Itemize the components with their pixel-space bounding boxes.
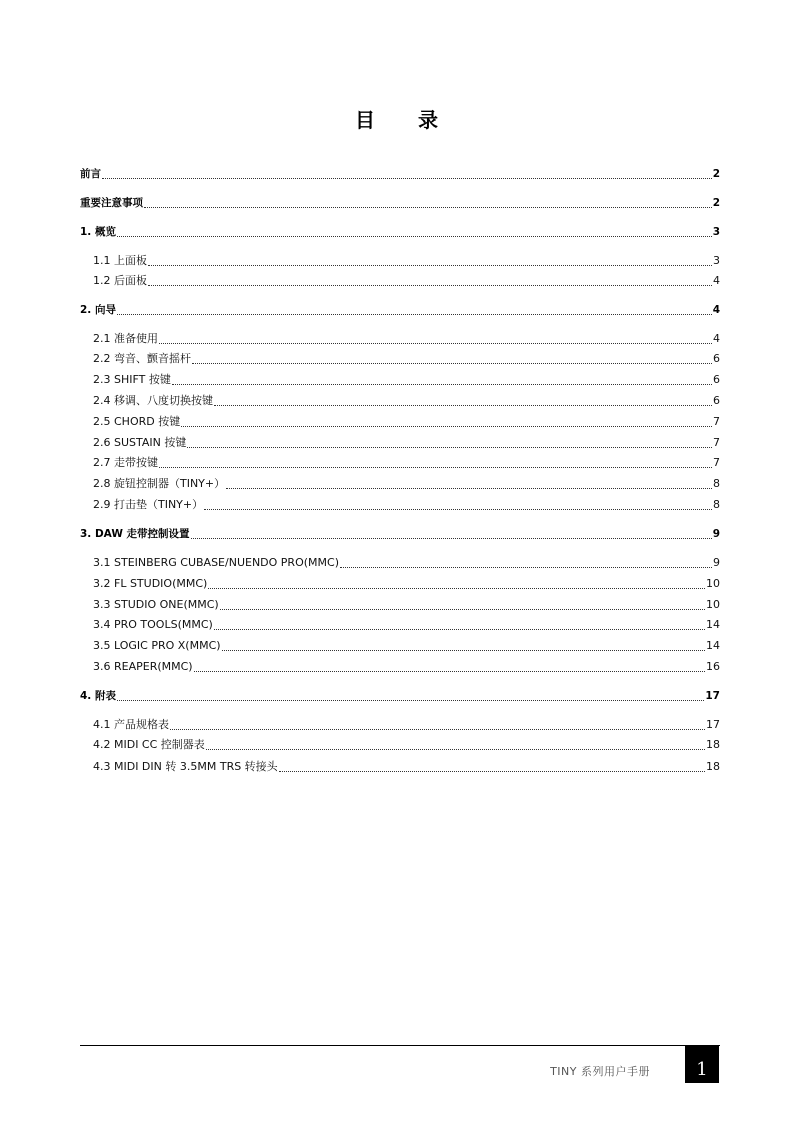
- toc-dot-leader: [226, 488, 712, 489]
- toc-entry[interactable]: [80, 167, 720, 181]
- toc-entry[interactable]: [80, 718, 720, 732]
- toc-entry[interactable]: [80, 527, 720, 541]
- toc-dot-leader: [204, 509, 712, 510]
- toc-dot-leader: [194, 671, 705, 672]
- toc-entry[interactable]: [80, 498, 720, 512]
- toc-dot-leader: [187, 447, 712, 448]
- toc-entry-title: 2.8 旋钮控制器（TINY+）: [93, 477, 226, 490]
- toc-dot-leader: [159, 343, 712, 344]
- toc-entry-page: 14: [706, 618, 720, 631]
- toc-entry-title: 2.3 SHIFT 按键: [93, 373, 171, 386]
- toc-entry-title: 2.6 SUSTAIN 按键: [93, 436, 187, 449]
- toc-dot-leader: [172, 384, 712, 385]
- toc-entry[interactable]: [80, 618, 720, 632]
- toc-dot-leader: [191, 538, 712, 539]
- toc-entry[interactable]: [80, 577, 720, 591]
- toc-dot-leader: [206, 749, 705, 750]
- toc-entry-page: 16: [706, 660, 720, 673]
- toc-dot-leader: [340, 567, 712, 568]
- toc-entry-page: 6: [713, 394, 720, 407]
- toc-entry-title: 2.2 弯音、颤音摇杆: [93, 352, 191, 365]
- toc-entry-title: 4. 附表: [80, 690, 116, 702]
- toc-entry-title: 3.3 STUDIO ONE(MMC): [93, 598, 219, 611]
- toc-entry[interactable]: [80, 196, 720, 210]
- toc-entry-page: 8: [713, 498, 720, 511]
- toc-entry[interactable]: [80, 598, 720, 612]
- toc-entry[interactable]: [80, 415, 720, 429]
- toc-entry-page: 7: [713, 415, 720, 428]
- toc-entry-page: 6: [713, 352, 720, 365]
- toc-entry-page: 2: [712, 197, 720, 209]
- toc-entry-title: 1.1 上面板: [93, 254, 147, 267]
- footer-title: TINY 系列用户手册: [550, 1065, 650, 1078]
- toc-entry[interactable]: [80, 760, 720, 774]
- toc-entry-title: 重要注意事项: [80, 197, 143, 209]
- toc-entry[interactable]: [80, 456, 720, 470]
- toc-entry[interactable]: [80, 303, 720, 317]
- toc-entry[interactable]: [80, 352, 720, 366]
- toc-entry-page: 9: [713, 556, 720, 569]
- toc-dot-leader: [170, 729, 705, 730]
- toc-dot-leader: [148, 285, 712, 286]
- toc-entry-title: 2.5 CHORD 按键: [93, 415, 181, 428]
- toc-dot-leader: [214, 405, 712, 406]
- toc-entry-page: 14: [706, 639, 720, 652]
- toc-dot-leader: [220, 609, 705, 610]
- toc-dot-leader: [148, 265, 712, 266]
- toc-entry-title: 2.4 移调、八度切换按键: [93, 394, 213, 407]
- toc-dot-leader: [117, 700, 704, 701]
- toc-entry-title: 3.1 STEINBERG CUBASE/NUENDO PRO(MMC): [93, 556, 339, 569]
- toc-entry-title: 前言: [80, 168, 101, 180]
- toc-entry-title: 2. 向导: [80, 304, 116, 316]
- toc-entry-page: 18: [706, 738, 720, 751]
- toc-entry[interactable]: [80, 660, 720, 674]
- toc-entry-page: 4: [713, 332, 720, 345]
- toc-entry-page: 6: [713, 373, 720, 386]
- toc-entry-page: 8: [713, 477, 720, 490]
- toc-entry[interactable]: [80, 556, 720, 570]
- toc-entry-title: 3. DAW 走带控制设置: [80, 528, 190, 540]
- toc-entry-page: 3: [713, 254, 720, 267]
- toc-entry-page: 10: [706, 577, 720, 590]
- toc-entry[interactable]: [80, 225, 720, 239]
- toc-entry[interactable]: [80, 477, 720, 491]
- toc-dot-leader: [279, 771, 705, 772]
- toc-entry-page: 7: [713, 436, 720, 449]
- toc-entry[interactable]: [80, 332, 720, 346]
- toc-dot-leader: [222, 650, 705, 651]
- toc-entry-page: 18: [706, 760, 720, 773]
- toc-entry[interactable]: [80, 738, 720, 752]
- toc-entry[interactable]: [80, 394, 720, 408]
- toc-entry-page: 4: [713, 274, 720, 287]
- toc-dot-leader: [117, 314, 712, 315]
- toc-entry-title: 4.3 MIDI DIN 转 3.5MM TRS 转接头: [93, 760, 278, 773]
- toc-entry-title: 2.9 打击垫（TINY+）: [93, 498, 204, 511]
- toc-entry-page: 17: [705, 690, 720, 702]
- toc-entry-page: 7: [713, 456, 720, 469]
- toc-entry-title: 2.1 准备使用: [93, 332, 158, 345]
- toc-entry-title: 1.2 后面板: [93, 274, 147, 287]
- toc-dot-leader: [159, 467, 712, 468]
- footer-divider: [80, 1045, 720, 1046]
- toc-entry-title: 3.5 LOGIC PRO X(MMC): [93, 639, 221, 652]
- toc-entry-page: 2: [712, 168, 720, 180]
- toc-entry-title: 2.7 走带按键: [93, 456, 158, 469]
- toc-entry-title: 4.2 MIDI CC 控制器表: [93, 738, 205, 751]
- toc-dot-leader: [208, 588, 705, 589]
- toc-dot-leader: [181, 426, 712, 427]
- toc-entry[interactable]: [80, 373, 720, 387]
- page-number: 1: [685, 1046, 719, 1083]
- toc-entry-title: 3.4 PRO TOOLS(MMC): [93, 618, 213, 631]
- page-title: 目 录: [355, 108, 456, 132]
- toc-dot-leader: [192, 363, 712, 364]
- toc-entry-title: 3.6 REAPER(MMC): [93, 660, 193, 673]
- toc-entry[interactable]: [80, 639, 720, 653]
- toc-entry-page: 17: [706, 718, 720, 731]
- toc-entry-page: 9: [712, 528, 720, 540]
- toc-entry-title: 3.2 FL STUDIO(MMC): [93, 577, 208, 590]
- toc-entry-page: 4: [712, 304, 720, 316]
- toc-entry[interactable]: [80, 436, 720, 450]
- toc-entry[interactable]: [80, 254, 720, 268]
- toc-dot-leader: [117, 236, 712, 237]
- toc-entry-title: 4.1 产品规格表: [93, 718, 169, 731]
- toc-entry-page: 3: [712, 226, 720, 238]
- toc-entry-page: 10: [706, 598, 720, 611]
- toc-dot-leader: [144, 207, 712, 208]
- toc-dot-leader: [214, 629, 705, 630]
- toc-entry[interactable]: [80, 689, 720, 703]
- toc-dot-leader: [102, 178, 712, 179]
- toc-entry-title: 1. 概览: [80, 226, 116, 238]
- toc-entry[interactable]: [80, 274, 720, 288]
